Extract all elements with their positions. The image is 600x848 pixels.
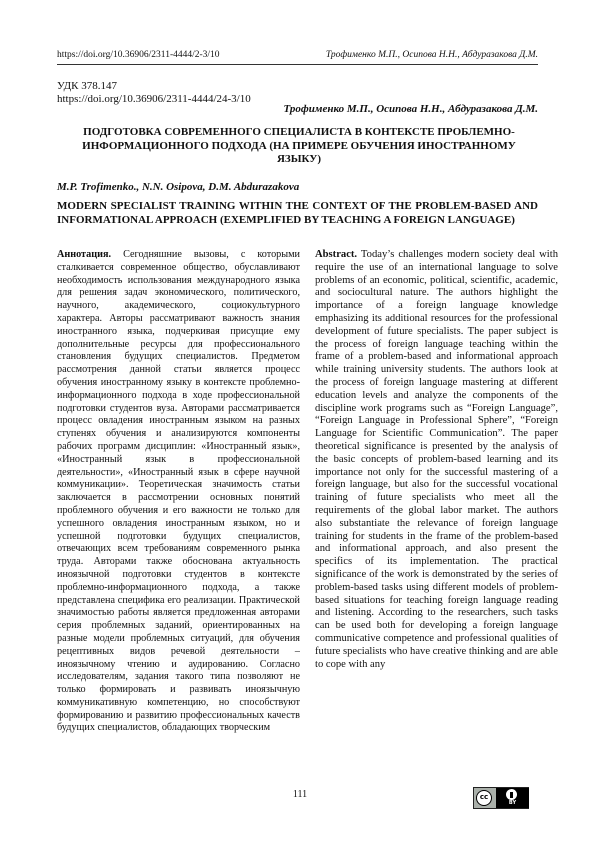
attribution-person-icon [506,789,517,800]
abstract-ru-label: Аннотация. [57,249,112,260]
abstract-en-column [315,249,558,780]
header-divider [57,64,538,65]
cc-icon: cc [476,790,492,806]
article-doi: https://doi.org/10.36906/2311-4444/24-3/10 [57,93,251,105]
by-block [496,788,529,808]
by-label: BY [508,800,517,806]
title-ru: ПОДГОТОВКА СОВРЕМЕННОГО СПЕЦИАЛИСТА В КОНТЕКСТЕ ПРОБЛЕМНО-ИНФОРМАЦИОННОГО ПОДХОДА (НА ПРИМЕРЕ ОБУЧЕНИЯ ИНОСТРАННОМУ ЯЗЫКУ) [82,126,516,165]
running-header-authors: Трофименко М.П., Осипова Н.Н., Абдуразакова Д.М. [325,50,538,60]
abstract-ru-text: Сегодняшние вызовы, с которыми сталкивается современное общество, обуславливают необходимость использования международного языка для решения задач экономического, политического, научного, академического, социокультурного характера. Авторы рассматривают важность знания иностранного языка, подчеркивая присущие ему дополнительные ресурсы для профессионального становления будущих специалистов. Предметом рассмотрения данной статьи является процесс обучения иностранному языку в контексте проблемно-информационного подхода в ходе профессиональной подготовки студентов вуза. Авторами рассматривается процесс овладения иностранным языком на разных ступенях обучения и анализируются компоненты рабочих программ дисциплин: «Иностранный язык», «Иностранный язык в профессиональной деятельности», «Иностранный язык в сфере научной коммуникации». Теоретическая значимость статьи заключается в рассмотрении основных понятий проблемного обучения и его важности не только для успешного овладения иностранным языком, но и успешной подготовки будущих специалистов, отвечающих всем требованиям современного рынка труда. Авторами также обоснована актуальность иноязычной подготовки студентов в контексте проблемно-информационного подхода, а также представлена специфика его реализации. Практической значимостью работы является предложенная авторами серия проблемных заданий, ориентированных на разные модели проблемных ситуаций, для обучения рецептивных видов речевой деятельности – иноязычному чтению и аудированию. Согласно исследователям, задания такого типа позволяют не только формировать и развивать иноязычную коммуникативную компетенцию, но способствуют формированию и развитию профессиональных качеств будущих специалистов, обладающих творческим [57,249,300,734]
udk-code: УДК 378.147 [57,80,118,92]
cc-by-license-badge [473,787,529,809]
abstract-en-label: Abstract. [315,249,358,260]
authors-ru: Трофименко М.П., Осипова Н.Н., Абдуразакова Д.М. [283,103,538,115]
abstract-en-paragraph [315,249,558,671]
running-header-doi: https://doi.org/10.36906/2311-4444/2-3/10 [57,50,220,60]
abstract-ru-column [57,249,300,780]
page-number: 111 [292,789,308,800]
abstract-ru-paragraph [57,249,300,735]
title-en: MODERN SPECIALIST TRAINING WITHIN THE CONTEXT OF THE PROBLEM-BASED AND INFORMATIONAL APPROACH (EXEMPLIFIED BY TEACHING A FOREIGN LANGUAGE) [57,200,538,227]
authors-en: M.P. Trofimenko., N.N. Osipova, D.M. Abdurazakova [57,181,300,193]
abstract-en-text: Today’s challenges modern society deal with require the use of an international language to solve problems of an economic, political, scientific, academic, and sociocultural nature. The authors highlight the importance of a foreign language knowledge emphasizing its additional resources for the professional development of future specialists. The paper subject is the process of foreign language teaching within the frame of a problem-based and informational approach while training university students. The authors look at the process of foreign language mastering at different education levels and analyze the components of the discipline work programs such as “Foreign Language”, “Foreign Language in Professional Sphere”, “Foreign Language for Scientific Communication”. The paper theoretical significance is presented by the analysis of the basic concepts of problem-based learning and its importance not only for the successful mastering of a foreign language, but also for the successful vocational training of future specialists who meet all the requirements of the global labor market. The authors also substantiate the relevance of foreign language training for students in the frame of the problem-based and informational approach, and also present the specifics of its implementation. The practical significance of the work is demonstrated by the series of problem-based tasks using different models of problem-based situations for teaching foreign language reading and listening. According to the researchers, such tasks can be used both for developing a foreign language communicative competence and professional qualities of future specialists who have creative thinking and are able to cope with any [315,249,558,670]
